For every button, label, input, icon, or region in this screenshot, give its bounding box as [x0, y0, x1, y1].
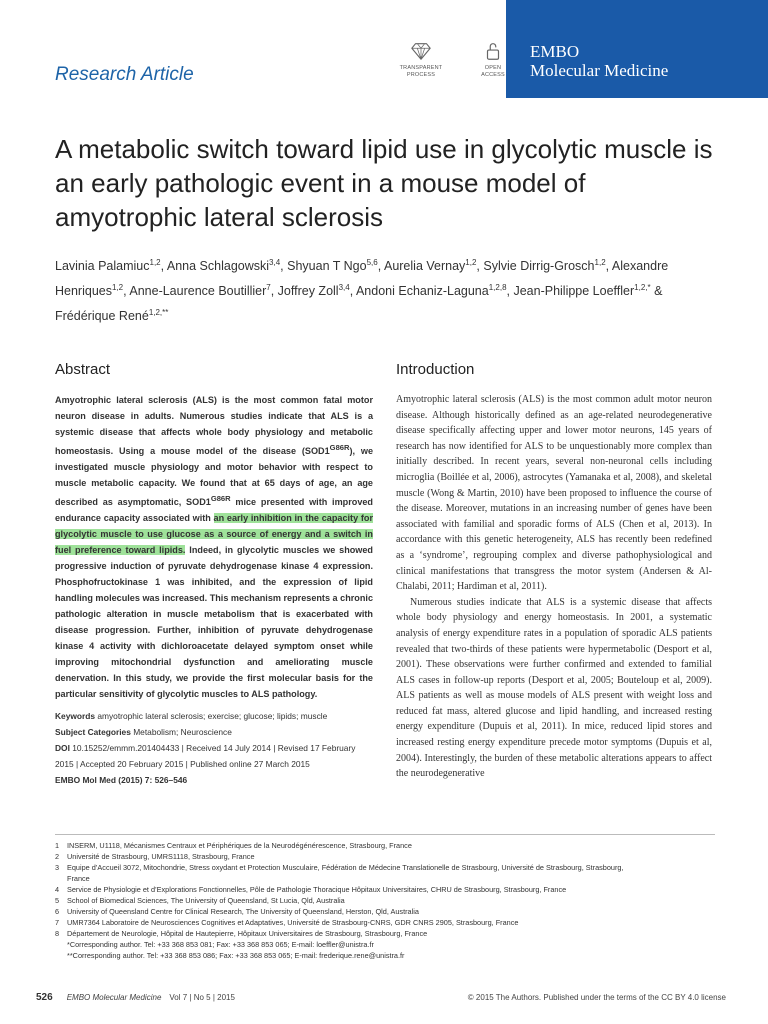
author-affiliation: 1,2 [465, 258, 477, 267]
author: Anna Schlagowski [166, 259, 270, 274]
affiliation-number: 7 [55, 918, 60, 927]
subject-value: Metabolism; Neuroscience [133, 727, 232, 737]
article-type: Research Article [55, 64, 194, 85]
affiliation-item [55, 917, 735, 928]
badge-label-line1: OPEN [484, 65, 502, 71]
author-affiliation: 1,2 [111, 283, 124, 293]
doi-value[interactable]: 10.15252/emmm.201404433 | Received 14 July 2014 | Revised 17 February 2015 | Accepted 20 February 2015 | Published online 27 March 2015 [55, 743, 356, 769]
author: Jean-Philippe Loeffler [513, 284, 635, 299]
author-affiliation: 1,2 [149, 258, 161, 267]
author: Alexandre Henriques [55, 259, 669, 299]
doi-label: DOI [55, 743, 70, 753]
journal-name-line2: Molecular Medicine [530, 61, 669, 80]
page-number: 526 [36, 992, 53, 1003]
open-lock-icon [482, 40, 504, 62]
journal-name-line1: EMBO [530, 42, 580, 61]
affiliation-number: 6 [55, 907, 60, 916]
affiliation-number: 3 [55, 863, 60, 872]
author: Joffrey Zoll [277, 284, 339, 299]
citation-value: EMBO Mol Med (2015) 7: 526–546 [55, 775, 188, 785]
author-separator: , [377, 259, 384, 274]
article-title: A metabolic switch toward lipid use in glycolytic muscle is an early pathologic event in a mouse model of amyotrophic lateral sclerosis [55, 134, 713, 232]
author: Frédérique René [55, 309, 149, 324]
affiliation-item [55, 840, 735, 851]
footnote-divider [55, 834, 715, 835]
page-footer [36, 992, 726, 1003]
affiliation-text: INSERM, U1118, Mécanismes Centraux et Périphériques de la Neurodégénérescence, Strasbourg, France [67, 841, 412, 850]
affiliation-number: 5 [55, 896, 60, 905]
journal-banner [506, 0, 768, 98]
abstract-part: Indeed, in glycolytic muscles we showed progressive induction of pyruvate dehydrogenase kinase 4 expression. Phosphofructokinase 1 was inhibited, and the expression of lipid handling molecules was increased. This mechanism represents a chronic pathologic alteration in muscle metabolism that is exacerbated with disease progression. Further, inhibition of pyruvate dehydrogenase kinase 4 activity with dichloroacetate delayed symptom onset while improving mitochondrial dysfunction and ameliorating muscle denervation. In this study, we provide the first molecular basis for the particular sensitivity of glycolytic muscles to ALS pathology. [55, 545, 373, 700]
abstract-highlight[interactable]: an early inhibition in the capacity for glycolytic muscle to use glucose as a source of energy and a switch in fuel preference toward lipids. [55, 513, 373, 556]
author-affiliation: 1,2,* [634, 283, 651, 293]
subject-line [55, 724, 373, 740]
abstract-part: mice presented with improved endurance capacity associated with [55, 497, 373, 524]
author-separator: , [476, 259, 484, 274]
affiliation-item [55, 884, 735, 895]
subject-label: Subject Categories [55, 727, 131, 737]
affiliation-text: UMR7364 Laboratoire de Neurosciences Cognitives et Adaptatives, Université de Strasbourg-CNRS, GDR CNRS 2905, Strasbourg, France [67, 918, 519, 927]
author-affiliation: 3,4 [338, 283, 350, 293]
affiliation-item [55, 851, 735, 862]
affiliation-text: Equipe d’Accueil 3072, Mitochondrie, Stress oxydant et Protection Musculaire, Fédération de Médecine Translationelle de Strasbourg, Université de Strasbourg, Strasbourg, [67, 863, 624, 872]
affiliation-item [55, 928, 735, 939]
author: Sylvie Dirrig-Grosch [483, 259, 595, 274]
affiliation-continuation: France [67, 874, 90, 883]
intro-paragraph: Amyotrophic lateral sclerosis (ALS) is the most common adult motor neuron disease. Although historically defined as an age-related neurodegenerative disease specifically affecting upper and lower motor neurons, 145 years of research has now identified for ALS to be unquestionably more complex than initially described. In recent years, several non-neuronal cells including microglia (Boillée et al, 2006), astrocytes (Yamanaka et al, 2008), and skeletal muscle (Wong & Martin, 2010) have been proposed to influence the course of the disease. Moreover, mutations in an increasing number of genes have been associated with familial and sporadic forms of ALS (Chen et al, 2013). In accordance with this genetic heterogeneity, ALS has recently been redefined as a ‘syndrome’, regrouping complex and diverse pathophysiological and clinical manifestations that transgress the motor system (Andersen & Al-Chalabi, 2011; Hardiman et al, 2011). [396, 394, 712, 593]
affiliation-item [55, 862, 735, 873]
doi-line [55, 740, 373, 772]
corresponding-author[interactable]: *Corresponding author. Tel: +33 368 853 081; Fax: +33 368 853 065; E-mail: loeffler@unistra.fr [67, 940, 374, 949]
badge-label-line1: TRANSPARENT [399, 65, 443, 71]
footer-issue: Vol 7 | No 5 | 2015 [169, 993, 235, 1002]
author-separator: , [349, 284, 356, 299]
author-affiliation: 1,2,8 [488, 283, 507, 293]
affiliation-text: University of Queensland Centre for Clinical Research, The University of Queensland, Herston, Qld, Australia [67, 907, 419, 916]
citation-line [55, 772, 373, 788]
diamond-icon [410, 40, 432, 62]
badge-label-line2: PROCESS [406, 72, 436, 78]
introduction-text [396, 392, 712, 782]
corresponding-author[interactable]: **Corresponding author. Tel: +33 368 853 086; Fax: +33 368 853 065; E-mail: frederique.rene@unistra.fr [67, 951, 405, 960]
affiliation-item [55, 906, 735, 917]
author-separator: , [280, 259, 288, 274]
footer-journal: EMBO Molecular Medicine [66, 993, 162, 1002]
author: Aurelia Vernay [383, 259, 466, 274]
intro-paragraph: Numerous studies indicate that ALS is a systemic disease that affects whole body physiology and energy homeostasis. In 2001, a systematic analysis of energy expenditure rates in a population of sporadic ALS patients revealed that two-thirds of these patients were hypermetabolic (Desport et al, 2001). These observations were further confirmed and extended to familial ALS cases in follow-up reports (Desport et al, 2005; Bouteloup et al, 2009). ALS patients as well as mouse models of ALS present with weight loss and reduced fat mass, altered glucose and lipid handling, and increased resting energy expenditure (Dupuis et al, 2011). In mice, reduced lipid stores and increased resting energy expenditure precede motor symptoms (Dupuis et al, 2004). Interestingly, the burden of these metabolic alterations appears to affect the neurodegenerative [396, 596, 712, 780]
author: Anne-Laurence Boutillier [129, 284, 267, 299]
affiliation-text: Département de Neurologie, Hôpital de Hautepierre, Hôpitaux Universitaires de Strasbourg, Strasbourg, France [67, 929, 428, 938]
introduction-heading: Introduction [396, 361, 475, 378]
affiliation-item [55, 895, 735, 906]
author-list [55, 252, 725, 327]
footer-license: © 2015 The Authors. Published under the terms of the CC BY 4.0 license [467, 993, 726, 1002]
abstract-superscript: G86R [210, 494, 231, 504]
abstract-heading: Abstract [55, 361, 111, 378]
author-affiliation: 1,2,** [148, 308, 169, 318]
keywords-label: Keywords [55, 711, 96, 721]
article-metadata [55, 708, 373, 788]
author-separator: , [160, 259, 167, 274]
abstract-part: ), we investigated muscle physiology and motor behavior with respect to muscle metabolic capacity. We found that at 65 days of age, an age described as asymptomatic, SOD1 [55, 446, 373, 508]
author-separator: , [123, 284, 130, 299]
abstract-part: Amyotrophic lateral sclerosis (ALS) is the most common fatal motor neuron disease in adults. Numerous studies indicate that ALS is a systemic disease that affects whole body physiology and metabolic homeostasis. Using a mouse model of the disease (SOD1 [55, 395, 373, 457]
affiliation-text: School of Biomedical Sciences, The University of Queensland, St Lucia, Qld, Australia [67, 896, 345, 905]
author: Shyuan T Ngo [287, 259, 367, 274]
author: Andoni Echaniz-Laguna [355, 284, 489, 299]
author-affiliation: 1,2 [594, 258, 606, 267]
affiliation-text: Université de Strasbourg, UMRS1118, Strasbourg, France [67, 852, 255, 861]
author-separator: , [270, 284, 278, 299]
keywords-value: amyotrophic lateral sclerosis; exercise; glucose; lipids; muscle [97, 711, 328, 721]
author-affiliation: 7 [266, 283, 271, 293]
affiliation-number: 1 [55, 841, 60, 850]
affiliation-number: 8 [55, 929, 60, 938]
author-affiliation: 3,4 [269, 258, 281, 267]
badges [396, 40, 518, 79]
author-separator: & [650, 284, 663, 299]
abstract-text [55, 392, 373, 702]
affiliation-text: Service de Physiologie et d’Explorations Fonctionnelles, Pôle de Pathologie Thoracique Hôpitaux Universitaires, CHRU de Strasbourg, Strasbourg, France [67, 885, 567, 894]
affiliation-number: 4 [55, 885, 60, 894]
author-separator: , [506, 284, 514, 299]
author: Lavinia Palamiuc [55, 259, 150, 274]
badge-label-line2: ACCESS [481, 72, 505, 78]
transparent-process-badge[interactable] [396, 40, 446, 79]
keywords-line [55, 708, 373, 724]
abstract-superscript: G86R [329, 443, 350, 452]
affiliation-number: 2 [55, 852, 60, 861]
affiliations [55, 840, 735, 961]
author-affiliation: 5,6 [366, 258, 378, 267]
author-separator: , [605, 259, 612, 274]
